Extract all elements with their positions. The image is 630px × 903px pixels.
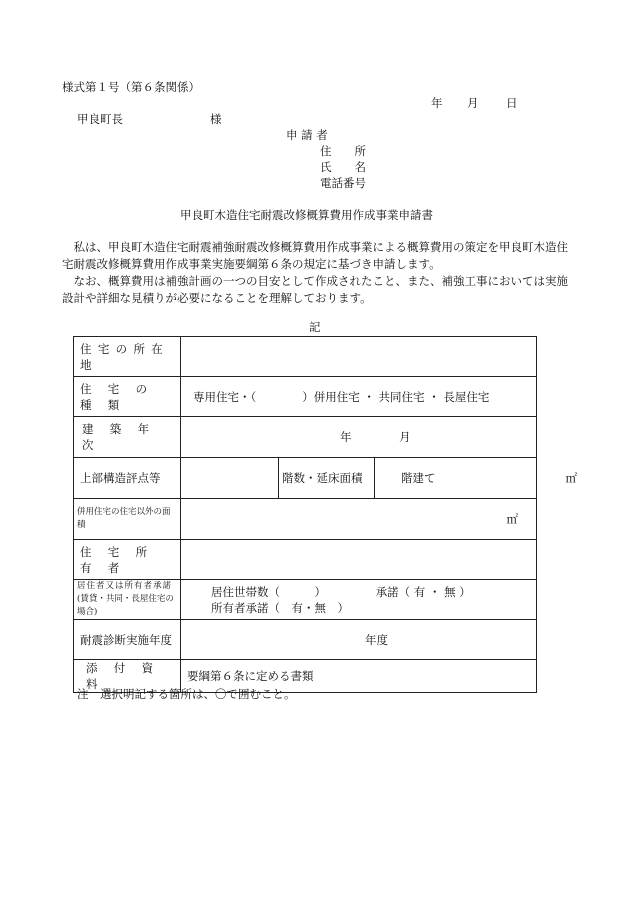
diagnosis-label: 耐震診断実施年度: [74, 620, 181, 660]
attachment-label: 添 付 資 料: [74, 660, 181, 693]
nonresidential-label: 併用住宅の住宅以外の面積: [74, 499, 181, 540]
consent-label-line1: 居住者又は所有者承諾: [77, 581, 173, 591]
consent-line-1: [211, 584, 530, 600]
row-nonresidential-area: [74, 499, 537, 540]
row-built: [74, 417, 537, 458]
addressee-honorific: 様: [210, 112, 222, 126]
application-table: [73, 336, 577, 693]
floors-count: 階建て: [401, 471, 436, 485]
body-paragraph-2: なお、概算費用は補強計画の一つの目安として作成されたこと、また、補強工事においては実施設計や詳細な見積りが必要になることを理解しております。: [62, 274, 568, 305]
row-score: [74, 458, 537, 499]
owner-label: 住 宅 所 有 者: [74, 540, 181, 580]
body-paragraph-1: 私は、甲良町木造住宅耐震補強耐震改修概算費用作成事業による概算費用の策定を甲良町木造住宅耐震改修概算費用作成事業実施要綱第６条の規定に基づき申請します。: [62, 240, 568, 271]
document-title: 甲良町木造住宅耐震改修概算費用作成事業申請書: [180, 208, 433, 222]
row-type: [74, 377, 537, 417]
row-owner: [74, 540, 537, 580]
consent-label: [74, 580, 181, 620]
built-value[interactable]: [181, 417, 537, 458]
addressee: 甲良町長: [77, 112, 123, 126]
date-day: 日: [506, 96, 518, 110]
ki-mark: 記: [309, 320, 321, 334]
diagnosis-year-unit: 年度: [365, 632, 388, 647]
row-diagnosis: [74, 620, 537, 660]
type-label: 住 宅 の 種 類: [74, 377, 181, 417]
owner-value[interactable]: [181, 540, 537, 580]
score-label: 上部構造評点等: [74, 458, 181, 499]
type-options[interactable]: 専用住宅・（ ）併用住宅 ・ 共同住宅 ・ 長屋住宅: [181, 377, 537, 417]
applicant-name-label: 氏 名: [320, 160, 366, 174]
date-month: 月: [467, 96, 479, 110]
attachment-value: 要綱第６条に定める書類: [181, 660, 537, 693]
built-month: 月: [399, 430, 411, 444]
footnote: 注 選択明記する箇所は、〇で囲むこと。: [77, 687, 296, 701]
floors-label: 階数・延床面積: [279, 458, 375, 499]
location-value[interactable]: [181, 337, 537, 377]
floors-value[interactable]: [375, 458, 577, 499]
location-label: 住宅の所在地: [74, 337, 181, 377]
built-label: 建 築 年 次: [74, 417, 181, 458]
consent-value[interactable]: [181, 580, 537, 620]
applicant-phone-label: 電話番号: [320, 176, 366, 190]
consent-label-line2: (賃貸・共同・長屋住宅の場合): [77, 594, 174, 617]
built-year: 年: [340, 430, 352, 444]
applicant-address-label: 住 所: [320, 144, 366, 158]
nonresidential-value[interactable]: [181, 499, 537, 540]
row-location: [74, 337, 537, 377]
form-number: 様式第１号（第６条関係）: [62, 80, 200, 94]
resident-consent: 承諾（ 有 ・ 無 ）: [375, 584, 471, 599]
date-year: 年: [431, 96, 443, 110]
area-unit: ㎡: [565, 471, 577, 485]
row-consent: [74, 580, 537, 620]
nonresidential-unit: ㎡: [506, 512, 519, 526]
diagnosis-value[interactable]: [181, 620, 537, 660]
household-count: 居住世帯数（ ）: [211, 584, 326, 599]
applicant-heading: 申 請 者: [286, 128, 328, 142]
consent-line-2: 所有者承諾（ 有・無 ）: [211, 600, 349, 615]
score-value[interactable]: [181, 458, 279, 499]
